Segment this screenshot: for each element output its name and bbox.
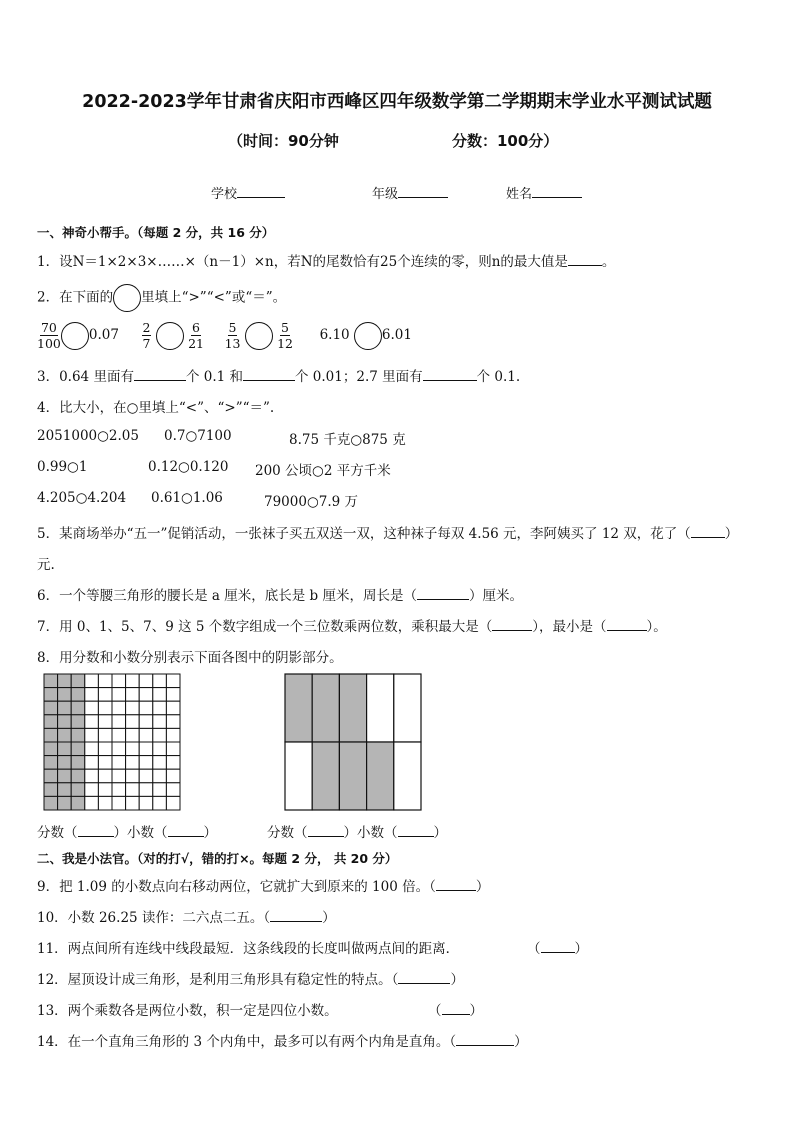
question-9-text: 9．把 1.09 的小数点向右移动两位，它就扩大到原来的 100 倍。（ bbox=[37, 879, 436, 895]
grid-cell bbox=[85, 756, 99, 770]
grid-cell-shaded bbox=[58, 769, 72, 783]
grid-cell bbox=[112, 796, 126, 810]
grid-cell bbox=[139, 796, 153, 810]
answer-blank[interactable] bbox=[308, 824, 344, 837]
grid-cell bbox=[139, 701, 153, 715]
grid-cell bbox=[112, 674, 126, 688]
grid-cell-shaded bbox=[44, 728, 58, 742]
paren: ） bbox=[450, 972, 464, 988]
answer-blank[interactable] bbox=[270, 909, 322, 922]
name-field bbox=[506, 183, 582, 202]
grid-cell bbox=[85, 796, 99, 810]
compare-item: 0.99○1 bbox=[37, 459, 88, 475]
bar-cell bbox=[367, 674, 394, 742]
grid-cell-shaded bbox=[58, 796, 72, 810]
answer-blank[interactable] bbox=[423, 368, 477, 381]
question-6-text: ）厘米。 bbox=[468, 588, 523, 604]
grid-cell bbox=[153, 688, 167, 702]
question-8: 8．用分数和小数分别表示下面各图中的阴影部分。 bbox=[37, 650, 343, 666]
grid-cell-shaded bbox=[44, 688, 58, 702]
grid-cell bbox=[126, 796, 140, 810]
question-5-end: 元. bbox=[37, 557, 55, 573]
decimal-label: ）小数（ bbox=[113, 825, 168, 841]
school-field bbox=[211, 183, 285, 202]
answer-blank[interactable] bbox=[417, 587, 469, 600]
grid-cell bbox=[126, 742, 140, 756]
question-2-text-end: 里填上“>”“<”或“＝”。 bbox=[141, 289, 287, 306]
grid-cell bbox=[98, 728, 112, 742]
answer-blank[interactable] bbox=[541, 940, 575, 953]
grid-cell bbox=[112, 728, 126, 742]
section2-heading: 二、我是小法官。（对的打√，错的打×。每题 2 分， 共 20 分） bbox=[37, 851, 398, 866]
question-14 bbox=[37, 1030, 528, 1050]
grade-label: 年级 bbox=[372, 187, 399, 202]
grid-cell bbox=[153, 796, 167, 810]
grid-cell bbox=[166, 742, 180, 756]
question-1 bbox=[37, 250, 615, 270]
compare-circle[interactable] bbox=[156, 322, 184, 350]
grid-cell bbox=[85, 742, 99, 756]
grid-cell-shaded bbox=[44, 701, 58, 715]
bar-grid-figure bbox=[284, 673, 422, 811]
grid-cell bbox=[166, 715, 180, 729]
grid-cell-shaded bbox=[44, 796, 58, 810]
numerator: 6 bbox=[192, 320, 200, 335]
grid-cell bbox=[153, 715, 167, 729]
grid-cell bbox=[112, 701, 126, 715]
grid-cell bbox=[126, 715, 140, 729]
grid-cell-shaded bbox=[71, 756, 85, 770]
grid-cell-shaded bbox=[71, 715, 85, 729]
question-5-text: 5．某商场举办“五一”促销活动，一张袜子买五双送一双，这种袜子每双 4.56 元，李阿姨买了 12 双，花了（ bbox=[37, 526, 691, 542]
grid-cell bbox=[153, 728, 167, 742]
fraction bbox=[277, 320, 293, 351]
question-3-text: 3．0.64 里面有 bbox=[37, 369, 134, 385]
grid-cell bbox=[85, 783, 99, 797]
fraction bbox=[225, 320, 241, 351]
paren: ） bbox=[574, 941, 588, 957]
question-10-text: 10．小数 26.25 读作：二六点二五。（ bbox=[37, 910, 271, 926]
answer-blank[interactable] bbox=[398, 824, 434, 837]
grid-cell bbox=[139, 674, 153, 688]
compare-item: 0.12○0.120 bbox=[148, 459, 229, 475]
answer-blank[interactable] bbox=[691, 525, 725, 538]
grid-cell-shaded bbox=[44, 769, 58, 783]
compare-item: 79000○7.9 万 bbox=[264, 494, 358, 510]
compare-circle[interactable] bbox=[354, 322, 382, 350]
grid-cell bbox=[126, 756, 140, 770]
value: 0.07 bbox=[88, 327, 119, 343]
grid-cell-shaded bbox=[58, 783, 72, 797]
name-label: 姓名 bbox=[506, 187, 533, 202]
grid-cell-shaded bbox=[58, 728, 72, 742]
question-1-text: 1．设N＝1×2×3×……×（n－1）×n，若N的尾数恰有25个连续的零，则n的最大值是 bbox=[37, 254, 568, 270]
bar-cell-shaded bbox=[367, 742, 394, 810]
grid-cell bbox=[126, 701, 140, 715]
answer-blank[interactable] bbox=[134, 368, 186, 381]
fraction-label: 分数（ bbox=[267, 825, 308, 841]
grid-cell-shaded bbox=[71, 688, 85, 702]
grid-cell bbox=[139, 742, 153, 756]
grid-cell bbox=[166, 769, 180, 783]
grid-cell bbox=[139, 783, 153, 797]
answer-blank[interactable] bbox=[243, 368, 295, 381]
grid-cell bbox=[98, 796, 112, 810]
grid-cell bbox=[85, 728, 99, 742]
grid-cell bbox=[139, 688, 153, 702]
grid-cell bbox=[153, 769, 167, 783]
grid-cell bbox=[139, 728, 153, 742]
grid-cell-shaded bbox=[71, 742, 85, 756]
grid-cell bbox=[98, 674, 112, 688]
hundred-grid-figure bbox=[43, 673, 181, 811]
figure1-answers bbox=[37, 821, 217, 841]
bar-cell-shaded bbox=[339, 674, 366, 742]
grid-cell-shaded bbox=[58, 756, 72, 770]
value: 6.01 bbox=[381, 327, 412, 343]
paren: ） bbox=[322, 910, 336, 926]
grid-cell bbox=[139, 756, 153, 770]
question-5 bbox=[37, 522, 738, 542]
section1-heading: 一、神奇小帮手。（每题 2 分，共 16 分） bbox=[37, 225, 275, 240]
numerator: 5 bbox=[281, 320, 289, 335]
answer-blank[interactable] bbox=[568, 253, 602, 266]
grid-cell-shaded bbox=[58, 742, 72, 756]
answer-blank[interactable] bbox=[607, 618, 647, 631]
question-13 bbox=[37, 999, 338, 1019]
answer-blank[interactable] bbox=[168, 824, 204, 837]
figure2-answers bbox=[267, 821, 447, 841]
grid-cell bbox=[166, 688, 180, 702]
grid-cell bbox=[126, 769, 140, 783]
circle-icon bbox=[113, 284, 141, 312]
school-label: 学校 bbox=[211, 187, 238, 202]
question-7-text: 7．用 0、1、5、7、9 这 5 个数字组成一个三位数乘两位数，乘积最大是（ bbox=[37, 619, 493, 635]
question-3-text: 个 0.01；2.7 里面有 bbox=[295, 369, 423, 385]
numerator: 2 bbox=[142, 320, 151, 335]
bar-cell bbox=[285, 742, 312, 810]
grid-cell bbox=[85, 674, 99, 688]
grid-cell bbox=[166, 701, 180, 715]
grid-cell-shaded bbox=[44, 715, 58, 729]
punct: 。 bbox=[601, 254, 616, 270]
grid-cell bbox=[153, 701, 167, 715]
grid-cell-shaded bbox=[71, 769, 85, 783]
grid-cell bbox=[166, 728, 180, 742]
bar-cell bbox=[394, 674, 421, 742]
grid-cell-shaded bbox=[71, 783, 85, 797]
numerator: 5 bbox=[228, 320, 237, 335]
grid-cell-shaded bbox=[58, 674, 72, 688]
grid-cell bbox=[98, 688, 112, 702]
compare-item: 4.205○4.204 bbox=[37, 490, 127, 506]
page-title: 2022-2023学年甘肃省庆阳市西峰区四年级数学第二学期期末学业水平测试试题 bbox=[82, 92, 712, 112]
grade-field bbox=[372, 183, 448, 202]
grid-cell bbox=[153, 756, 167, 770]
compare-item: 0.61○1.06 bbox=[151, 490, 223, 506]
grid-cell-shaded bbox=[58, 715, 72, 729]
grid-cell bbox=[85, 715, 99, 729]
grid-cell bbox=[166, 796, 180, 810]
question-12 bbox=[37, 968, 464, 988]
question-7-text: ）。 bbox=[646, 619, 667, 635]
grid-cell bbox=[112, 769, 126, 783]
paren: ） bbox=[514, 1034, 528, 1050]
grid-cell bbox=[139, 715, 153, 729]
bar-cell-shaded bbox=[312, 742, 339, 810]
answer-blank[interactable] bbox=[398, 971, 450, 984]
fraction-label: 分数（ bbox=[37, 825, 78, 841]
question-14-text: 14．在一个直角三角形的 3 个内角中，最多可以有两个内角是直角。（ bbox=[37, 1034, 457, 1050]
compare-item: 8.75 千克○875 克 bbox=[289, 432, 406, 448]
denominator: 13 bbox=[224, 336, 241, 351]
question-12-text: 12．屋顶设计成三角形，是利用三角形具有稳定性的特点。（ bbox=[37, 972, 399, 988]
denominator: 7 bbox=[142, 336, 151, 351]
grid-cell bbox=[126, 688, 140, 702]
answer-blank[interactable] bbox=[456, 1033, 514, 1046]
paren: ） bbox=[724, 526, 739, 542]
compare-circle[interactable] bbox=[245, 322, 273, 350]
fraction bbox=[37, 320, 61, 351]
grid-cell-shaded bbox=[71, 728, 85, 742]
grid-cell-shaded bbox=[44, 674, 58, 688]
fraction bbox=[188, 320, 204, 351]
question-10 bbox=[37, 906, 336, 926]
grid-cell bbox=[126, 783, 140, 797]
grid-cell bbox=[98, 715, 112, 729]
grid-cell bbox=[112, 688, 126, 702]
grid-cell-shaded bbox=[58, 701, 72, 715]
answer-blank[interactable] bbox=[436, 878, 476, 891]
grid-cell bbox=[139, 769, 153, 783]
answer-blank[interactable] bbox=[442, 1002, 470, 1015]
question-13-text: 13．两个乘数各是两位小数，积一定是四位小数。 bbox=[37, 1003, 338, 1019]
grid-cell bbox=[166, 756, 180, 770]
question-3-text: 个 0.1. bbox=[476, 369, 521, 385]
school-blank[interactable] bbox=[237, 185, 285, 198]
question-3-text: 个 0.1 和 bbox=[185, 369, 244, 385]
question-7-text: ），最小是（ bbox=[532, 619, 607, 635]
compare-item: 200 公顷○2 平方千米 bbox=[255, 463, 391, 479]
paren: ） bbox=[433, 825, 447, 841]
grid-cell bbox=[112, 715, 126, 729]
fraction bbox=[142, 320, 152, 351]
name-blank[interactable] bbox=[532, 185, 582, 198]
exam-score: 分数：100分） bbox=[452, 132, 559, 150]
exam-time: （时间：90分钟 bbox=[228, 132, 339, 150]
grid-cell bbox=[166, 674, 180, 688]
grid-cell-shaded bbox=[44, 742, 58, 756]
grid-cell bbox=[166, 783, 180, 797]
grid-cell bbox=[112, 742, 126, 756]
question-2 bbox=[37, 284, 286, 312]
bar-cell-shaded bbox=[312, 674, 339, 742]
question-13-answer bbox=[428, 999, 483, 1019]
grid-cell bbox=[98, 783, 112, 797]
bar-cell-shaded bbox=[285, 674, 312, 742]
paren: ） bbox=[469, 1003, 483, 1019]
paren: ） bbox=[475, 879, 490, 895]
grid-cell bbox=[112, 783, 126, 797]
compare-circle[interactable] bbox=[61, 322, 89, 350]
grid-cell bbox=[153, 742, 167, 756]
decimal-label: ）小数（ bbox=[343, 825, 398, 841]
question-7 bbox=[37, 615, 667, 635]
grid-cell-shaded bbox=[71, 674, 85, 688]
question-6-text: 6．一个等腰三角形的腰长是 a 厘米，底长是 b 厘米，周长是（ bbox=[37, 588, 417, 604]
grid-cell bbox=[153, 783, 167, 797]
grid-cell bbox=[126, 674, 140, 688]
grid-cell bbox=[85, 769, 99, 783]
denominator: 12 bbox=[277, 336, 293, 351]
grid-cell-shaded bbox=[44, 783, 58, 797]
compare-item: 0.7○7100 bbox=[164, 428, 232, 444]
grade-blank[interactable] bbox=[398, 185, 448, 198]
numerator: 70 bbox=[40, 320, 57, 335]
denominator: 21 bbox=[188, 336, 204, 351]
question-11-answer bbox=[527, 937, 588, 957]
grid-cell bbox=[112, 756, 126, 770]
question-11 bbox=[37, 937, 459, 957]
question-3 bbox=[37, 365, 520, 385]
compare-item: 2051000○2.05 bbox=[37, 428, 139, 444]
paren: （ bbox=[428, 1003, 442, 1019]
question-11-text: 11．两点间所有连线中线段最短．这条线段的长度叫做两点间的距离． bbox=[37, 941, 460, 957]
grid-cell bbox=[153, 674, 167, 688]
grid-cell bbox=[98, 701, 112, 715]
grid-cell-shaded bbox=[71, 701, 85, 715]
question-4: 4．比大小，在○里填上“<”、“>”“＝”. bbox=[37, 400, 275, 416]
grid-cell bbox=[98, 756, 112, 770]
answer-blank[interactable] bbox=[492, 618, 532, 631]
value: 6.10 bbox=[319, 327, 350, 343]
question-6 bbox=[37, 584, 523, 604]
question-2-items bbox=[37, 320, 412, 351]
grid-cell bbox=[85, 701, 99, 715]
grid-cell-shaded bbox=[58, 688, 72, 702]
paren: （ bbox=[527, 941, 541, 957]
denominator: 100 bbox=[37, 336, 61, 351]
paren: ） bbox=[203, 825, 217, 841]
grid-cell bbox=[85, 688, 99, 702]
bar-cell bbox=[394, 742, 421, 810]
grid-cell-shaded bbox=[44, 756, 58, 770]
grid-cell-shaded bbox=[71, 796, 85, 810]
grid-cell bbox=[98, 742, 112, 756]
bar-cell-shaded bbox=[339, 742, 366, 810]
answer-blank[interactable] bbox=[78, 824, 114, 837]
question-2-text: 2．在下面的 bbox=[37, 289, 114, 306]
question-9 bbox=[37, 875, 489, 895]
grid-cell bbox=[126, 728, 140, 742]
grid-cell bbox=[98, 769, 112, 783]
